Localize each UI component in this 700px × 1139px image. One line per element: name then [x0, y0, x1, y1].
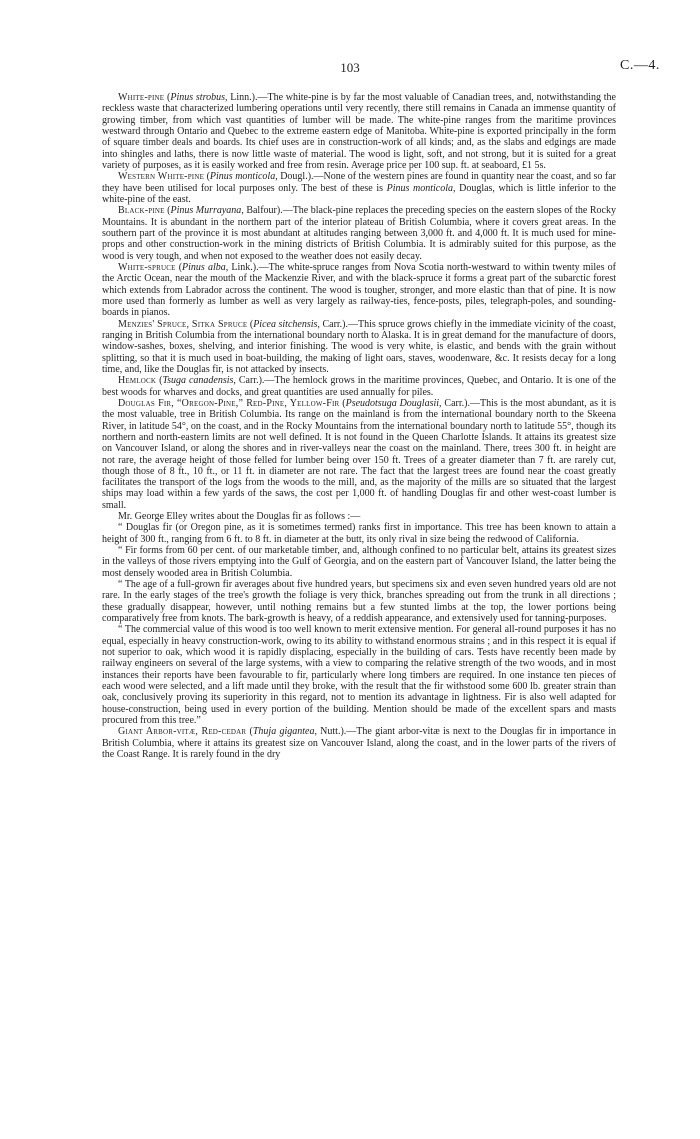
scientific-name: Tsuga canadensis: [162, 375, 234, 387]
paragraph: [102, 92, 616, 171]
paragraph: [102, 726, 616, 760]
paragraph-text: “ The commercial value of this wood is too well known to merit extensive mention. For general all-round purposes it has no equal, especially in heavy construction-work, owing to its ability to withstand enormous strains ; and in this respect it is equal if not superior to oak, which wood it is rapidly displacing, especially in the building of cars. Tests have recently been made by railway engineers on several of the large systems, with a view to comparing the relative strength of the two woods, and in most instances their reports have been favourable to fir, particularly where long timbers are required. In one instance ten pieces of each wood were selected, and a lift made until they broke, with the result that the fir withstood some 600 lb. greater strain than oak, conclusively proving its superiority in this regard, not to mention its advantage in lightness. Fir is also well adapted for house-construction, being used in every portion of the building. Mention should be made of the excellent spars and masts procured from this tree.”: [102, 624, 616, 727]
scientific-name: Pinus monticola: [209, 171, 276, 183]
paragraph: [102, 262, 616, 319]
scientific-name: Pinus monticola: [386, 182, 453, 194]
scientific-name: Pinus strobus: [170, 92, 225, 103]
paragraph: [102, 171, 616, 205]
paragraph-text: , Carr.).—The hemlock grows in the maritime provinces, Quebec, and Ontario. It is one of the best woods for wharves and docks, and great quantities are used annually for piles.: [102, 375, 616, 398]
paragraph-text: , Balfour).—The black-pine replaces the preceding species on the eastern slopes of the Rocky Mountains. It is abundant in the northern part of the interior plateau of British Columbia, where it covers great areas. In the southern part of the province it is most abundant at altitudes ranging between 3,000 ft. and 4,000 ft. It is much used for mine-props and other construction-work in the mining districts of British Columbia. It is admirably suited for this purpose, as the wood is very tough, and when not exposed to the weather does not easily decay.: [102, 205, 616, 262]
paragraph-text: “ Douglas fir (or Oregon pine, as it is sometimes termed) ranks first in importance. This tree has been known to attain a height of 300 ft., ranging from 6 ft. to 8 ft. in diameter at the butt, its only rival in size being the redwood of California.: [102, 522, 616, 545]
scientific-name: Pinus alba: [182, 261, 226, 273]
scientific-name: Pinus Murrayana: [170, 205, 242, 217]
paragraph: [102, 205, 616, 262]
scientific-name: Thuja gigantea: [252, 726, 315, 738]
paragraph-text: , Carr.).—This spruce grows chiefly in the immediate vicinity of the coast, ranging in British Columbia from the international boundary north to Alaska. It is in great demand for the manufacture of doors, window-sashes, boxes, shelving, and interior finishing. The wood is very white, is elastic, and bends with the grain without splitting, so that it is much used in boat-building, the making of light oars, staves, woodenware, &c. It resists decay for a long time, and, like the Douglas fir, is not attacked by insects.: [102, 318, 616, 375]
paragraph-text: (: [246, 726, 253, 738]
paragraph-text: (: [164, 92, 171, 103]
paragraph-text: (: [339, 397, 346, 409]
paragraph: [102, 375, 616, 398]
paragraph-text: , Carr.).—This is the most abundant, as it is the most valuable, tree in British Columbia. Its range on the mainland is from the international boundary north to the Skeena River, in latitude 54°, on the coast, and in the Rocky Mountains from the international boundary north to latitude 55°, though its northern and north-eastern limits are not well defined. It is not found in the Queen Charlotte Islands. It attains its greatest size on Vancouver Island, or along the shores and in river-valleys near the coast on the mainland. There, trees 300 ft. in height are not rare, the average height of those felled for lumber being over 150 ft. Trees of a greater diameter than 7 ft. are rarely cut, though those of 8 ft., 10 ft., or 11 ft. in diameter are not rare. The fact that the largest trees are found near the coast greatly facilitates the transport of the logs from the woods to the mill, and, as the majority of the mills are so situated that the largest ships may load within a few yards of the saws, the cost per 1,000 ft. of handling Douglas fir and other west-coast lumber is small.: [102, 397, 616, 511]
species-heading: Black-pine: [118, 205, 165, 217]
species-heading: Hemlock: [118, 375, 157, 387]
paragraph-text: (: [164, 205, 171, 217]
scientific-name: Picea sitchensis: [253, 318, 318, 330]
species-heading: White-spruce: [118, 261, 176, 273]
paragraph: [102, 398, 616, 511]
paragraph: [102, 579, 616, 624]
page-number: 103: [340, 60, 360, 75]
paragraph-text: , Douglas, which is little inferior to the white-pine of the east.: [102, 182, 616, 205]
paragraph-text: (: [175, 261, 183, 273]
paragraph-text: “ Fir forms from 60 per cent. of our marketable timber, and, although confined to no particular belt, attains its greatest sizes in the valleys of those rivers emptying into the Gulf of Georgia, and on the eastern part of Vancouver Island, the latter being the most densely wooded area in British Columbia.: [102, 545, 616, 579]
paragraph-text: “ The age of a full-grown fir averages about five hundred years, but specimens six and even seven hundred years old are not rare. In the early stages of the tree's growth the foliage is very thick, branches spreading out from the trunk in all directions ; these gradually disappear, however, until nothing remains but a few stunted limbs at the top, the lower portions being comparatively free from knots. The bark-growth is heavy, of a reddish appearance, and extensively used for tanning-purposes.: [102, 579, 616, 625]
species-heading: White-pine: [118, 92, 165, 103]
scientific-name: Pseudotsuga Douglasii: [345, 397, 440, 409]
paragraph: [102, 319, 616, 376]
paragraph-text: (: [204, 171, 210, 183]
paragraph-text: , Linn.).—The white-pine is by far the most valuable of Canadian trees, and, notwithstanding the reckless waste that characterized lumbering operations until very recently, there still remains in Canada an immense quantity of growing timber, from which vast quantities of lumber will be made. The white-pine ranges from the maritime provinces westward through Ontario and Quebec to the extreme eastern edge of Manitoba. White-pine is exported principally in the form of square timber deals and boards. Its chief uses are in construction-work of all kinds; and, as the slabs and edgings are made into shingles and laths, there is now little waste of material. The wood is light, soft, and not strong, but it is suited for a great variety of purposes, as it is easily worked and free from resin. Average price per 100 sup. ft. at seaboard, £1 5s.: [102, 92, 616, 171]
species-heading: Douglas Fir, “Oregon-Pine,” Red-Pine, Yellow-Fir: [118, 397, 340, 409]
paragraph-text: Mr. George Elley writes about the Douglas fir as follows :—: [118, 511, 361, 523]
paragraph-text: (: [156, 375, 163, 387]
species-heading: Giant Arbor-vitæ, Red-cedar: [118, 726, 247, 738]
document-reference: C.—4.: [620, 58, 660, 73]
paragraph: [102, 511, 616, 522]
body-text: [102, 92, 616, 760]
paragraph-text: (: [247, 318, 254, 330]
paragraph: [102, 522, 616, 545]
paragraph-text: , Link.).—The white-spruce ranges from Nova Scotia north-westward to within twenty miles of the Arctic Ocean, near the mouth of the Mackenzie River, and with the black-spruce it forms a great part of the subarctic forest which extends from Labrador across the continent. The wood is tougher, stronger, and more elastic than that of pine. It is now more used than formerly as lumber as well as very largely as railway-ties, fence-posts, piles, telegraph-poles, and sounding-boards in pianos.: [102, 261, 616, 319]
paragraph: [102, 624, 616, 726]
paragraph-text: , Dougl.).—None of the western pines are found in quantity near the coast, and so far they have been utilised for local purposes only. The best of these is: [102, 171, 616, 194]
paragraph: [102, 545, 616, 579]
paragraph-text: , Nutt.).—The giant arbor-vitæ is next to the Douglas fir in importance in British Columbia, where it attains its greatest size on Vancouver Island, along the coast, and in the lower parts of the rivers of the Coast Range. It is rarely found in the dry: [102, 726, 616, 761]
species-heading: Western White-pine: [118, 171, 205, 183]
species-heading: Menzies' Spruce, Sitka Spruce: [118, 318, 248, 330]
